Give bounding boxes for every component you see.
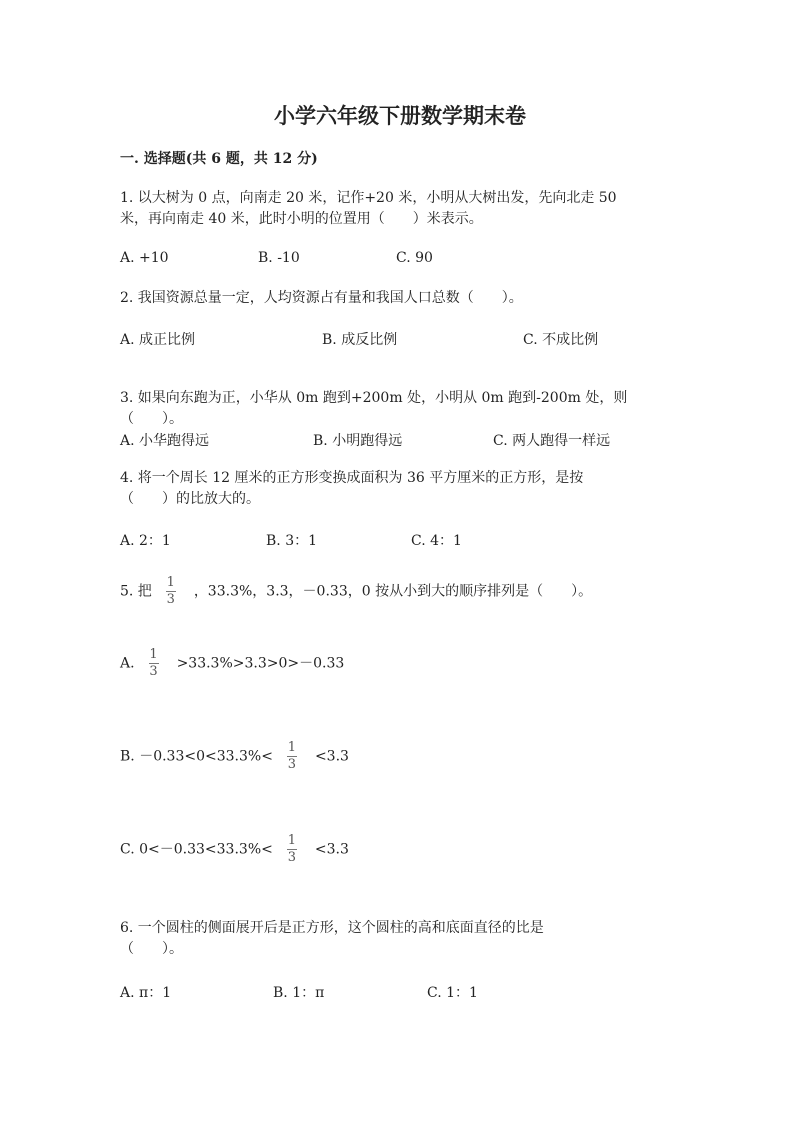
question-3-option-c: C. 两人跑得一样远 (493, 433, 611, 449)
question-1-option-b: B. -10 (258, 250, 300, 266)
question-1-line-2: 米，再向南走 40 米，此时小明的位置用（ ）米表示。 (120, 211, 483, 227)
question-5-option-c (120, 834, 349, 865)
question-3-line-2: （ ）。 (120, 411, 183, 427)
question-3-line-1: 3. 如果向东跑为正，小华从 0m 跑到+200m 处，小明从 0m 跑到-200m 处，则 (120, 390, 628, 406)
question-4-line-2: （ ）的比放大的。 (120, 491, 260, 507)
fraction-one-third (287, 834, 297, 865)
question-2-text: 2. 我国资源总量一定，人均资源占有量和我国人口总数（ ）。 (120, 290, 523, 306)
option-prefix: B. －0.33<0<33.3%< (120, 748, 273, 765)
question-6-option-b: B. 1：π (273, 985, 325, 1001)
fraction-denominator: 3 (287, 757, 297, 772)
question-2-option-b: B. 成反比例 (322, 332, 398, 348)
question-6-option-c: C. 1：1 (427, 985, 478, 1001)
question-6-line-2: （ ）。 (120, 941, 183, 957)
question-1-option-c: C. 90 (396, 250, 433, 266)
question-1-text (120, 188, 617, 230)
option-suffix: <3.3 (314, 748, 349, 765)
fraction-numerator: 1 (287, 833, 296, 848)
question-4-option-a: A. 2：1 (120, 533, 171, 549)
fraction-numerator: 1 (166, 575, 175, 590)
question-3-option-b: B. 小明跑得远 (313, 433, 403, 449)
question-2-option-a: A. 成正比例 (120, 332, 196, 348)
question-3-option-a: A. 小华跑得远 (120, 433, 210, 449)
fraction-denominator: 3 (166, 592, 175, 607)
question-6-option-a: A. π：1 (120, 985, 172, 1001)
question-4-option-b: B. 3：1 (266, 533, 318, 549)
fraction-one-third (149, 648, 159, 679)
fraction-numerator: 1 (149, 647, 158, 662)
question-4-text (120, 468, 583, 510)
question-6-text (120, 918, 544, 960)
question-5-prefix: 5. 把 (120, 583, 152, 600)
question-5-option-b (120, 741, 349, 772)
option-suffix: <3.3 (314, 841, 349, 858)
option-prefix: C. 0<－0.33<33.3%< (120, 841, 273, 858)
option-prefix: A. (120, 655, 135, 672)
fraction-one-third (166, 576, 176, 607)
question-4-option-c: C. 4：1 (411, 533, 462, 549)
question-4-line-1: 4. 将一个周长 12 厘米的正方形变换成面积为 36 平方厘米的正方形，是按 (120, 470, 584, 486)
question-6-line-1: 6. 一个圆柱的侧面展开后是正方形，这个圆柱的高和底面直径的比是 (120, 920, 544, 936)
question-2-option-c: C. 不成比例 (523, 332, 599, 348)
question-3-text (120, 388, 627, 430)
question-5-text (120, 576, 592, 607)
section-heading: 一. 选择题(共 6 题，共 12 分) (120, 151, 318, 167)
fraction-denominator: 3 (287, 850, 296, 865)
fraction-denominator: 3 (149, 664, 158, 679)
fraction-numerator: 1 (287, 740, 297, 755)
option-suffix: >33.3%>3.3>0>－0.33 (176, 655, 345, 672)
page-title: 小学六年级下册数学期末卷 (274, 103, 526, 128)
question-1-option-a: A. +10 (120, 250, 169, 266)
question-1-line-1: 1. 以大树为 0 点，向南走 20 米，记作+20 米，小明从大树出发，先向北走 50 (120, 190, 617, 206)
question-5-suffix: ，33.3%，3.3，－0.33，0 按从小到大的顺序排列是（ ）。 (193, 583, 593, 600)
question-5-option-a (120, 648, 344, 679)
fraction-one-third (287, 741, 297, 772)
